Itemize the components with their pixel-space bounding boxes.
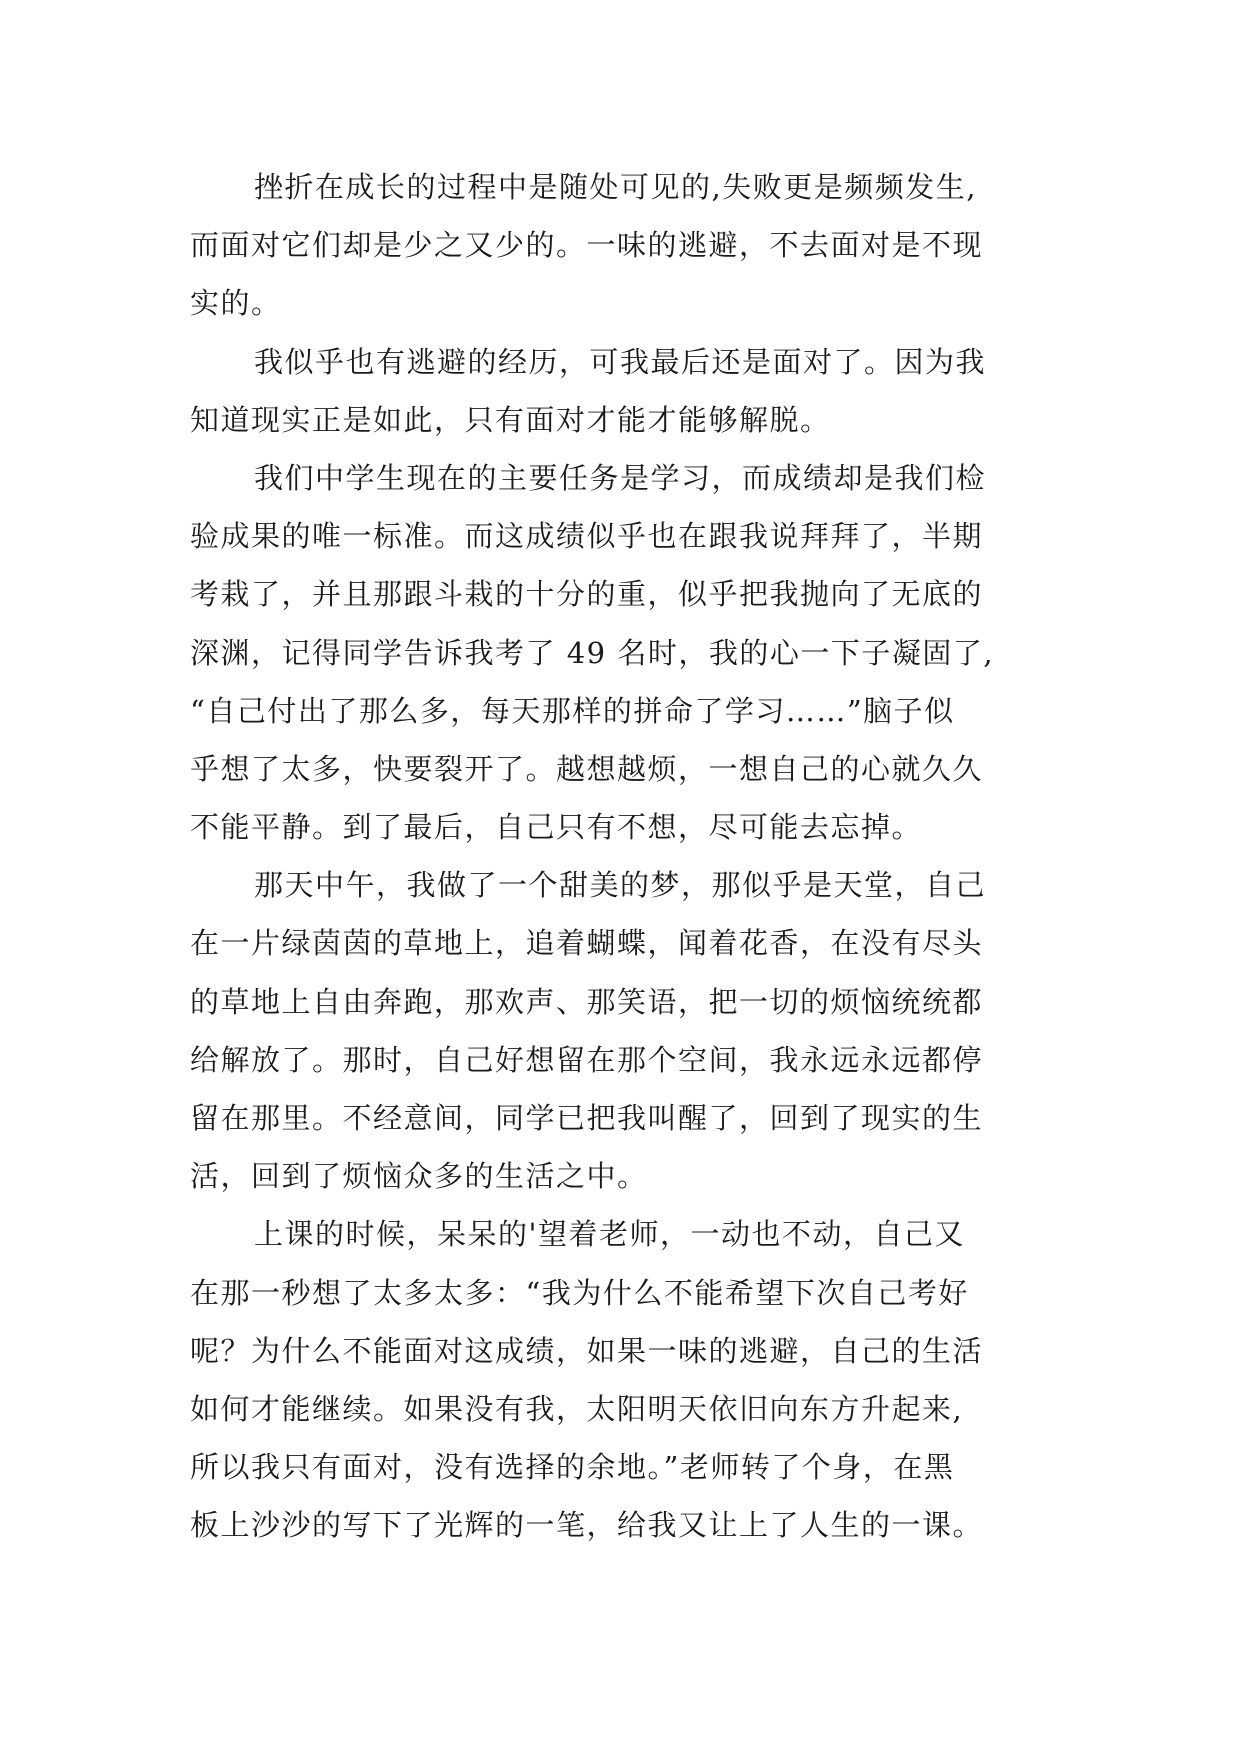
paragraph-line: 不能平静。到了最后，自己只有不想，尽可能去忘掉。 (190, 810, 923, 845)
paragraph-line: 验成果的唯一标准。而这成绩似乎也在跟我说拜拜了，半期 (190, 519, 984, 554)
paragraph-line: 乎想了太多，快要裂开了。越想越烦，一想自己的心就久久 (190, 751, 984, 786)
paragraph-2 (190, 333, 1090, 449)
paragraph-4 (190, 856, 1090, 1205)
paragraph-5 (190, 1205, 1090, 1554)
paragraph-line: 挫折在成长的过程中是随处可见的,失败更是频频发生, (254, 170, 977, 204)
paragraph-line: 活，回到了烦恼众多的生活之中。 (190, 1159, 648, 1194)
paragraph-line: 在那一秒想了太多太多：“我为什么不能希望下次自己考好 (190, 1275, 969, 1310)
paragraph-line: 留在那里。不经意间，同学已把我叫醒了，回到了现实的生 (190, 1101, 984, 1135)
paragraph-line: 的草地上自由奔跑，那欢声、那笑语，把一切的烦恼统统都 (190, 984, 984, 1019)
paragraph-line: 在一片绿茵茵的草地上，追着蝴蝶，闻着花香，在没有尽头 (190, 926, 984, 961)
paragraph-line: 知道现实正是如此，只有面对才能才能够解脱。 (190, 402, 831, 437)
paragraph-line: 如何才能继续。如果没有我，太阳明天依旧向东方升起来, (190, 1391, 964, 1426)
article-body (190, 158, 1090, 1555)
paragraph-line: 板上沙沙的写下了光辉的一笔，给我又让上了人生的一课。 (190, 1508, 984, 1543)
paragraph-line: 我们中学生现在的主要任务是学习，而成绩却是我们检 (254, 460, 987, 495)
paragraph-line: 呢？为什么不能面对这成绩，如果一味的逃避，自己的生活 (190, 1333, 984, 1368)
paragraph-line: 所以我只有面对，没有选择的余地。”老师转了个身，在黑 (190, 1450, 955, 1485)
paragraph-line: 深渊，记得同学告诉我考了 49 名时，我的心一下子凝固了, (190, 635, 995, 670)
paragraph-line: 而面对它们却是少之又少的。一味的逃避，不去面对是不现 (190, 228, 984, 263)
paragraph-line: 实的。 (190, 286, 282, 321)
paragraph-line: 考栽了，并且那跟斗栽的十分的重，似乎把我抛向了无底的 (190, 577, 984, 612)
paragraph-line: 给解放了。那时，自己好想留在那个空间，我永远永远都停 (190, 1042, 984, 1077)
paragraph-1 (190, 158, 1090, 333)
paragraph-line: 那天中午，我做了一个甜美的梦，那似乎是天堂，自己 (254, 868, 987, 903)
paragraph-line: 我似乎也有逃避的经历，可我最后还是面对了。因为我 (254, 344, 987, 379)
paragraph-line: “自己付出了那么多，每天那样的拼命了学习……”脑子似 (190, 693, 955, 728)
paragraph-3 (190, 449, 1090, 856)
paragraph-line: 上课的时候，呆呆的'望着老师，一动也不动，自己又 (254, 1217, 965, 1252)
